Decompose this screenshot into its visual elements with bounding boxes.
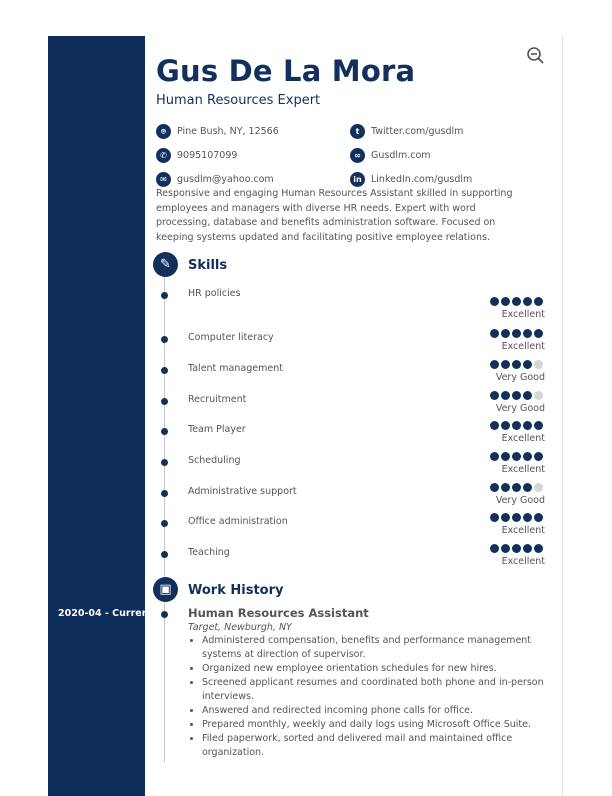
rating-dot: [490, 452, 499, 461]
duty-item: • Administered compensation, benefits and performance management systems at direction of supervisor.: [202, 634, 547, 662]
skill-rating-text: Excellent: [501, 525, 545, 536]
job-company: Target, Newburgh, NY: [188, 622, 292, 633]
candidate-title: Human Resources Expert: [156, 93, 321, 108]
duty-item: • Organized new employee orientation schedules for new hires.: [202, 662, 547, 676]
rating-dot: [501, 360, 510, 369]
rating-dot: [523, 421, 532, 430]
rating-dot: [501, 329, 510, 338]
rating-dot: [534, 391, 543, 400]
skill-rating-dots: [490, 513, 543, 522]
rating-dot: [512, 483, 521, 492]
rating-dot: [512, 360, 521, 369]
duty-item: • Answered and redirected incoming phone calls for office.: [202, 704, 547, 718]
skill-label: Recruitment: [188, 394, 247, 405]
rating-dot: [512, 544, 521, 553]
rating-dot: [523, 360, 532, 369]
skill-rating-dots: [490, 297, 543, 306]
email-icon: ✉: [156, 172, 171, 187]
briefcase-icon: ▣: [153, 577, 178, 602]
job-title: Human Resources Assistant: [188, 606, 369, 620]
skill-rating-dots: [490, 483, 543, 492]
location-icon: ⌾: [156, 124, 171, 139]
rating-dot: [501, 391, 510, 400]
skill-label: Office administration: [188, 516, 288, 527]
rating-dot: [490, 421, 499, 430]
timeline-bullet: [161, 490, 168, 497]
skill-label: HR policies: [188, 288, 241, 299]
rating-dot: [490, 391, 499, 400]
contact-text: 9095107099: [177, 150, 238, 161]
work-history-heading: Work History: [188, 583, 284, 598]
skills-heading: Skills: [188, 258, 228, 273]
rating-dot: [512, 513, 521, 522]
timeline-bullet: [161, 611, 168, 618]
timeline-bullet: [161, 459, 168, 466]
duty-item: • Prepared monthly, weekly and daily logs using Microsoft Office Suite.: [202, 718, 547, 732]
contact-item: [350, 148, 431, 163]
skill-label: Teaching: [188, 547, 230, 558]
skill-rating-text: Excellent: [501, 464, 545, 475]
job-duties: [188, 634, 547, 760]
skill-label: Computer literacy: [188, 332, 274, 343]
zoom-out-icon[interactable]: [526, 46, 546, 66]
skill-rating-dots: [490, 391, 543, 400]
skill-rating-dots: [490, 360, 543, 369]
phone-icon: ✆: [156, 148, 171, 163]
contact-text: Pine Bush, NY, 12566: [177, 126, 279, 137]
duty-item: • Screened applicant resumes and coordinated both phone and in-person interviews.: [202, 676, 547, 704]
sidebar: [48, 36, 145, 796]
timeline-bullet: [161, 367, 168, 374]
contact-item: [350, 172, 472, 187]
rating-dot: [512, 421, 521, 430]
rating-dot: [534, 452, 543, 461]
puzzle-icon: ✎: [153, 252, 178, 277]
rating-dot: [534, 360, 543, 369]
rating-dot: [501, 513, 510, 522]
rating-dot: [501, 483, 510, 492]
rating-dot: [501, 421, 510, 430]
contact-item: [156, 172, 274, 187]
skill-rating-text: Very Good: [495, 403, 545, 414]
skill-rating-text: Very Good: [495, 495, 545, 506]
rating-dot: [523, 513, 532, 522]
contact-text: Gusdlm.com: [371, 150, 431, 161]
job-date: 2020-04 - Current: [58, 608, 154, 619]
rating-dot: [512, 391, 521, 400]
skill-rating-dots: [490, 421, 543, 430]
rating-dot: [534, 483, 543, 492]
rating-dot: [501, 297, 510, 306]
rating-dot: [490, 513, 499, 522]
skill-rating-text: Excellent: [501, 433, 545, 444]
rating-dot: [512, 329, 521, 338]
rating-dot: [490, 544, 499, 553]
rating-dot: [501, 452, 510, 461]
skill-rating-dots: [490, 544, 543, 553]
rating-dot: [490, 483, 499, 492]
skill-rating-text: Excellent: [501, 309, 545, 320]
contact-item: [156, 148, 237, 163]
timeline-bullet: [161, 428, 168, 435]
duty-item: • Filed paperwork, sorted and delivered mail and maintained office organization.: [202, 732, 547, 760]
rating-dot: [523, 544, 532, 553]
skill-rating-dots: [490, 452, 543, 461]
rating-dot: [534, 329, 543, 338]
skill-label: Team Player: [188, 424, 246, 435]
rating-dot: [523, 483, 532, 492]
rating-dot: [512, 297, 521, 306]
skill-rating-text: Very Good: [495, 372, 545, 383]
contact-text: Twitter.com/gusdlm: [371, 126, 464, 137]
timeline-bullet: [161, 520, 168, 527]
timeline-bullet: [161, 551, 168, 558]
skill-label: Talent management: [188, 363, 283, 374]
rating-dot: [534, 297, 543, 306]
timeline-bullet: [161, 336, 168, 343]
contact-item: [156, 124, 279, 139]
linkedin-icon: in: [350, 172, 365, 187]
skill-rating-text: Excellent: [501, 341, 545, 352]
rating-dot: [490, 329, 499, 338]
timeline-bullet: [161, 398, 168, 405]
rating-dot: [523, 297, 532, 306]
rating-dot: [534, 544, 543, 553]
candidate-name: Gus De La Mora: [156, 54, 416, 88]
rating-dot: [490, 297, 499, 306]
link-icon: ∞: [350, 148, 365, 163]
rating-dot: [523, 329, 532, 338]
contact-text: LinkedIn.com/gusdlm: [371, 174, 473, 185]
contact-item: [350, 124, 463, 139]
timeline-bullet: [161, 292, 168, 299]
contact-text: gusdlm@yahoo.com: [177, 174, 274, 185]
twitter-icon: t: [350, 124, 365, 139]
skill-label: Administrative support: [188, 486, 297, 497]
skill-label: Scheduling: [188, 455, 241, 466]
skill-rating-dots: [490, 329, 543, 338]
rating-dot: [512, 452, 521, 461]
rating-dot: [523, 452, 532, 461]
summary: Responsive and engaging Human Resources Assistant skilled in supporting employees and managers with diverse HR needs. Expert with word processing, database and benefits administration software. Focused on keeping systems updated and facilitating positive employee relations.: [156, 188, 513, 243]
rating-dot: [534, 513, 543, 522]
rating-dot: [534, 421, 543, 430]
rating-dot: [501, 544, 510, 553]
rating-dot: [490, 360, 499, 369]
rating-dot: [523, 391, 532, 400]
skill-rating-text: Excellent: [501, 556, 545, 567]
